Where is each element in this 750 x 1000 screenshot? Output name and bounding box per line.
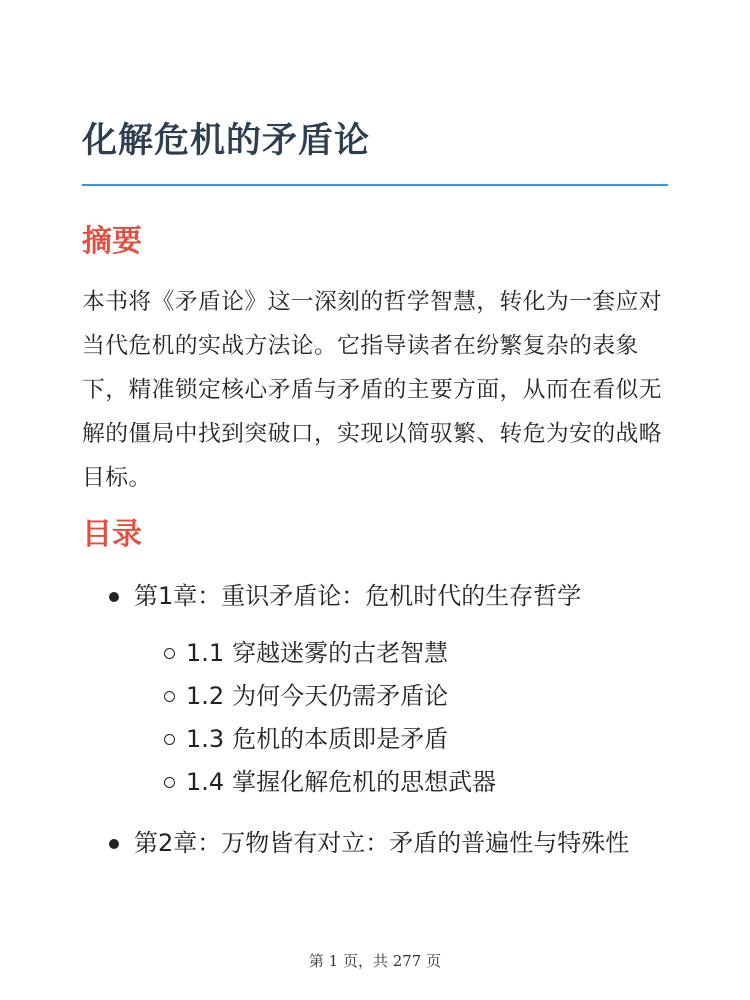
section-number: 1.3 bbox=[186, 725, 225, 753]
circle-bullet-icon bbox=[164, 777, 175, 788]
toc-section-1-2[interactable] bbox=[134, 675, 668, 718]
page-footer: 第 1 页，共 277 页 bbox=[308, 952, 442, 970]
table-of-contents bbox=[82, 575, 668, 864]
section-number: 1.1 bbox=[186, 639, 225, 667]
toc-chapter-1[interactable] bbox=[82, 575, 668, 804]
toc-section-1-4[interactable] bbox=[134, 761, 668, 804]
document-title: 化解危机的矛盾论 bbox=[82, 121, 371, 161]
toc-section-1-1[interactable] bbox=[134, 632, 668, 675]
section-title: 掌握化解危机的思想武器 bbox=[232, 768, 497, 796]
section-number: 1.4 bbox=[186, 768, 225, 796]
circle-bullet-icon bbox=[164, 734, 175, 745]
bullet-icon bbox=[109, 839, 119, 849]
section-title: 危机的本质即是矛盾 bbox=[232, 725, 449, 753]
chapter-1-sections bbox=[134, 632, 668, 804]
summary-heading: 摘要 bbox=[82, 224, 142, 259]
bullet-icon bbox=[109, 592, 119, 602]
toc-chapter-2[interactable] bbox=[82, 822, 668, 864]
circle-bullet-icon bbox=[164, 691, 175, 702]
section-number: 1.2 bbox=[186, 682, 225, 710]
section-title: 为何今天仍需矛盾论 bbox=[232, 682, 449, 710]
summary-paragraph: 本书将《矛盾论》这一深刻的哲学智慧，转化为一套应对当代危机的实战方法论。它指导读者在纷繁复杂的表象下，精准锁定核心矛盾与矛盾的主要方面，从而在看似无解的僵局中找到突破口，实现以简驭繁、转危为安的战略目标。 bbox=[82, 289, 662, 491]
section-title: 穿越迷雾的古老智慧 bbox=[232, 639, 449, 667]
chapter-title: 第1章：重识矛盾论：危机时代的生存哲学 bbox=[134, 582, 582, 610]
toc-heading: 目录 bbox=[82, 517, 142, 552]
title-divider bbox=[82, 184, 668, 186]
toc-section-1-3[interactable] bbox=[134, 718, 668, 761]
chapter-title: 第2章：万物皆有对立：矛盾的普遍性与特殊性 bbox=[134, 829, 630, 857]
circle-bullet-icon bbox=[164, 648, 175, 659]
